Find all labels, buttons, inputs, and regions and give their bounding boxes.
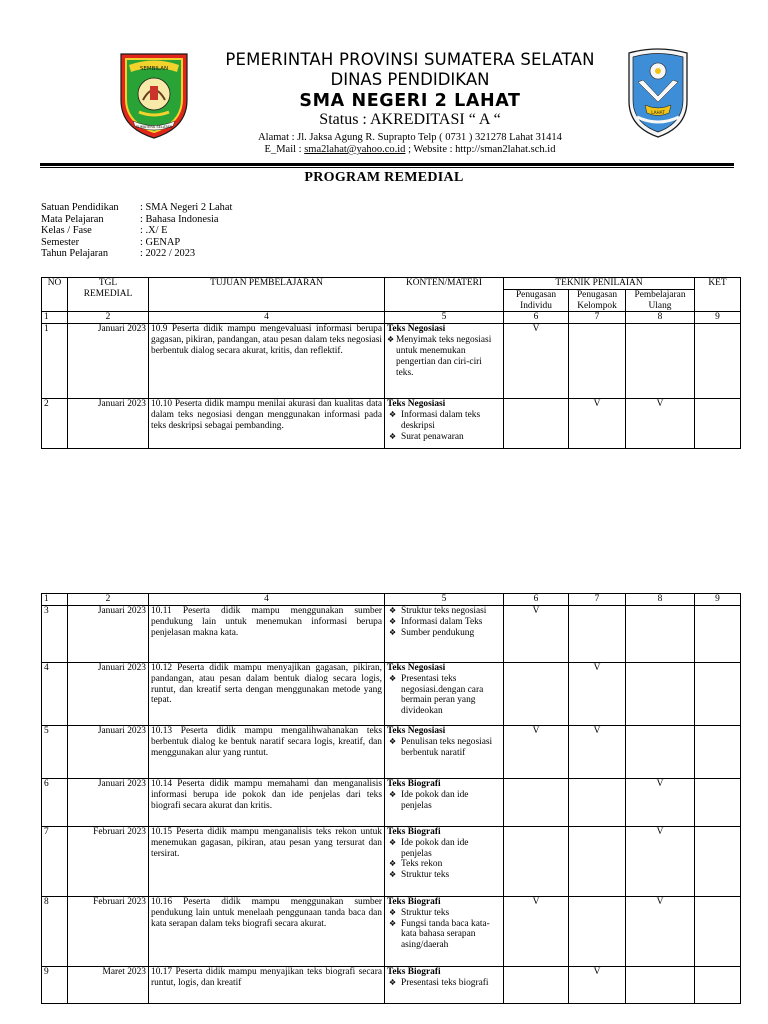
konten-item-text: Menyimak teks negosiasi untuk menemukan pengertian dan ciri-ciri teks. [396, 335, 492, 378]
keterangan [695, 663, 741, 726]
row-number: 9 [42, 967, 68, 1004]
diamond-bullet-icon: ❖ [389, 837, 397, 847]
mark-penugasan-individu: V [504, 606, 569, 663]
konten-materi [385, 726, 504, 779]
header-tgl-remedial: TGL REMEDIAL [68, 278, 149, 312]
email-link[interactable]: sma2lahat@yahoo.co.id [304, 144, 406, 155]
mark-pembelajaran-ulang: V [626, 779, 695, 827]
diamond-bullet-icon: ❖ [389, 616, 397, 626]
konten-item-text: Sumber pendukung [401, 627, 475, 638]
header-pembelajaran-ulang: Pembelajaran Ulang [626, 289, 695, 312]
konten-materi [385, 663, 504, 726]
learning-objective: 10.14 Peserta didik mampu memahami dan menganalisis informasi berupa ide pokok dan ide penjelas dari teks biografi secara akurat dan kritis. [149, 779, 385, 827]
meta-label: Satuan Pendidikan [41, 202, 119, 213]
column-number: 4 [149, 594, 385, 606]
email-label: E_Mail : [264, 144, 305, 155]
mark-penugasan-kelompok [569, 897, 626, 967]
header-government: PEMERINTAH PROVINSI SUMATERA SELATAN [225, 50, 595, 69]
mark-penugasan-individu: V [504, 324, 569, 399]
meta-row [41, 214, 232, 226]
konten-item [387, 617, 501, 628]
konten-item [387, 674, 501, 717]
table-row [42, 726, 741, 779]
mark-pembelajaran-ulang: V [626, 897, 695, 967]
learning-objective: 10.9 Peserta didik mampu mengevaluasi informasi berupa gagasan, pikiran, pandangan, atau pesan dalam teks negosiasi berbentuk dialog secara akurat, kritis, dan reflektif. [149, 324, 385, 399]
header-penugasan-kelompok: Penugasan Kelompok [569, 289, 626, 312]
column-number: 2 [68, 312, 149, 324]
mark-pembelajaran-ulang: V [626, 827, 695, 897]
konten-item-text: Fungsi tanda baca kata-kata bahasa serapan asing/daerah [401, 918, 490, 951]
metadata-block [41, 202, 232, 260]
column-number-row [42, 312, 741, 324]
remedial-table-part-2 [41, 593, 741, 1004]
learning-objective: 10.13 Peserta didik mampu mengalihwahanakan teks berbentuk dialog ke bentuk naratif secara logis, kreatif, dan menggunakan alur yang runtut. [149, 726, 385, 779]
konten-item-text: Struktur teks negosiasi [401, 606, 487, 616]
column-number: 5 [385, 594, 504, 606]
meta-label: Kelas / Fase [41, 225, 92, 237]
meta-value: : GENAP [140, 236, 181, 248]
diamond-bullet-icon: ❖ [389, 977, 397, 987]
remedial-date: Januari 2023 [68, 606, 149, 663]
table-row [42, 663, 741, 726]
mark-penugasan-kelompok: V [569, 399, 626, 449]
column-number: 6 [504, 594, 569, 606]
mark-penugasan-kelompok: V [569, 663, 626, 726]
remedial-date: Maret 2023 [68, 967, 149, 1004]
remedial-date: Januari 2023 [68, 399, 149, 449]
konten-item [387, 908, 501, 919]
learning-objective: 10.10 Peserta didik mampu menilai akurasi dan kualitas data dalam teks negosiasi dengan menggunakan informasi pada teks deskripsi sebagai pembanding. [149, 399, 385, 449]
header-school-name: SMA NEGERI 2 LAHAT [299, 91, 521, 111]
konten-title: Teks Biografi [387, 967, 441, 977]
konten-item [387, 432, 501, 443]
mark-penugasan-individu: V [504, 726, 569, 779]
column-number: 9 [695, 312, 741, 324]
mark-penugasan-individu [504, 399, 569, 449]
learning-objective: 10.16 Peserta didik mampu menggunakan sumber pendukung lain untuk menelaah penggunaan tanda baca dan kata serapan dalam teks biografi secara akurat. [149, 897, 385, 967]
konten-item [387, 838, 501, 860]
konten-item-text: Penulisan teks negosiasi berbentuk naratif [401, 736, 493, 758]
mark-penugasan-individu [504, 967, 569, 1004]
mark-penugasan-individu [504, 779, 569, 827]
konten-title: Teks Negosiasi [387, 726, 446, 736]
row-number: 8 [42, 897, 68, 967]
konten-item [387, 859, 501, 870]
meta-label: Semester [41, 236, 80, 248]
konten-item [387, 410, 501, 432]
keterangan [695, 399, 741, 449]
mark-pembelajaran-ulang [626, 324, 695, 399]
konten-item-text: Informasi dalam Teks [401, 616, 483, 627]
konten-item-text: Surat penawaran [401, 431, 464, 442]
header-konten: KONTEN/MATERI [385, 278, 504, 312]
header-teknik-penilaian: TEKNIK PENILAIAN [504, 278, 695, 290]
table-row [42, 827, 741, 897]
column-number-row [42, 594, 741, 606]
remedial-date: Februari 2023 [68, 897, 149, 967]
column-number: 7 [569, 594, 626, 606]
header-penugasan-individu: Penugasan Individu [504, 289, 569, 312]
konten-title: Teks Biografi [387, 779, 441, 789]
mark-pembelajaran-ulang [626, 606, 695, 663]
table-row [42, 897, 741, 967]
keterangan [695, 726, 741, 779]
konten-item-text: Teks rekon [401, 859, 443, 870]
mark-penugasan-individu: V [504, 897, 569, 967]
diamond-bullet-icon: ❖ [389, 859, 397, 869]
meta-row [41, 202, 232, 214]
header-ket: KET [695, 278, 741, 312]
learning-objective: 10.17 Peserta didik mampu menyajikan teks biografi secara runtut, logis, dan kreatif [149, 967, 385, 1004]
konten-materi [385, 827, 504, 897]
column-number: 4 [149, 312, 385, 324]
mark-penugasan-kelompok: V [569, 726, 626, 779]
remedial-table-part-1 [41, 277, 741, 449]
mark-penugasan-kelompok [569, 324, 626, 399]
header-no: NO [42, 278, 68, 312]
row-number: 2 [42, 399, 68, 449]
konten-title: Teks Negosiasi [387, 324, 446, 335]
mark-pembelajaran-ulang [626, 663, 695, 726]
mark-penugasan-kelompok [569, 827, 626, 897]
diamond-bullet-icon: ❖ [389, 431, 397, 441]
remedial-date: Februari 2023 [68, 827, 149, 897]
column-number: 1 [42, 312, 68, 324]
diamond-bullet-icon: ❖ [389, 907, 397, 917]
row-number: 6 [42, 779, 68, 827]
table-row [42, 324, 741, 399]
column-number: 8 [626, 312, 695, 324]
konten-item-text: Ide pokok dan ide penjelas [401, 837, 469, 859]
konten-title: Teks Biografi [387, 897, 441, 907]
meta-label: Mata Pelajaran [41, 213, 104, 225]
column-number: 1 [42, 594, 68, 606]
konten-title: Teks Negosiasi [387, 663, 446, 673]
konten-materi [385, 897, 504, 967]
meta-value: : Bahasa Indonesia [140, 213, 219, 225]
konten-item-text: Struktur teks [401, 870, 450, 881]
school-emblem-logo [625, 47, 691, 139]
diamond-bullet-icon: ❖ [389, 789, 397, 799]
website-text: ; Website : http://sman2lahat.sch.id [405, 144, 556, 155]
konten-materi [385, 606, 504, 663]
konten-item [387, 919, 501, 951]
left-logo-text: SEMBILAN [139, 66, 169, 72]
row-number: 4 [42, 663, 68, 726]
header-contact [207, 144, 613, 155]
mark-penugasan-kelompok [569, 779, 626, 827]
province-emblem-logo [117, 50, 191, 140]
diamond-bullet-icon: ❖ [389, 410, 397, 420]
meta-label: Tahun Pelajaran [41, 248, 109, 260]
keterangan [695, 324, 741, 399]
diamond-bullet-icon: ❖ [389, 736, 397, 746]
konten-item [387, 606, 501, 617]
header-rule-thick [40, 163, 734, 166]
mark-penugasan-individu [504, 827, 569, 897]
header-department: DINAS PENDIDIKAN [330, 70, 490, 89]
learning-objective: 10.11 Peserta didik mampu menggunakan sumber pendukung lain untuk menemukan informasi berupa penjelasan makna kata. [149, 606, 385, 663]
mark-penugasan-individu [504, 663, 569, 726]
learning-objective: 10.15 Peserta didik mampu menganalisis teks rekon untuk menemukan gagasan, pikiran, atau pesan yang tersurat dan tersirat. [149, 827, 385, 897]
diamond-bullet-icon: ❖ [389, 606, 397, 615]
diamond-bullet-icon: ❖ [389, 918, 397, 928]
learning-objective: 10.12 Peserta didik mampu menyajikan gagasan, pikiran, pandangan, atau pesan dalam bentuk dialog secara logis, runtut, dan kreatif serta dengan menggunakan metode yang tepat. [149, 663, 385, 726]
left-logo-bottom: SUMATERA SELATAN [135, 125, 173, 129]
konten-title: Teks Negosiasi [387, 399, 446, 410]
row-number: 5 [42, 726, 68, 779]
column-number: 5 [385, 312, 504, 324]
meta-value: : .X/ E [140, 225, 168, 237]
mark-pembelajaran-ulang [626, 967, 695, 1004]
konten-item-text: Ide pokok dan ide penjelas [401, 789, 469, 811]
konten-item [387, 870, 501, 881]
row-number: 7 [42, 827, 68, 897]
header-accreditation: Status : AKREDITASI “ A “ [319, 111, 501, 128]
konten-item [387, 335, 501, 378]
row-number: 1 [42, 324, 68, 399]
konten-materi [385, 967, 504, 1004]
diamond-bullet-icon: ❖ [389, 673, 397, 683]
keterangan [695, 967, 741, 1004]
diamond-bullet-icon: ❖ [387, 335, 395, 345]
table-row [42, 967, 741, 1004]
meta-row [41, 225, 232, 237]
konten-title: Teks Biografi [387, 827, 441, 837]
row-number: 3 [42, 606, 68, 663]
keterangan [695, 827, 741, 897]
header-rule-thin [40, 167, 734, 168]
header-tujuan: TUJUAN PEMBELAJARAN [149, 278, 385, 312]
right-logo-text: LAHAT [651, 110, 665, 115]
column-number: 7 [569, 312, 626, 324]
konten-materi [385, 324, 504, 399]
document-title: PROGRAM REMEDIAL [304, 170, 464, 185]
remedial-date: Januari 2023 [68, 726, 149, 779]
konten-item-text: Presentasi teks negosiasi.dengan cara bermain peran yang divideokan [401, 673, 484, 717]
meta-value: : 2022 / 2023 [140, 248, 196, 260]
mark-pembelajaran-ulang: V [626, 399, 695, 449]
konten-item-text: Struktur teks [401, 907, 450, 918]
table-row [42, 779, 741, 827]
table-row [42, 399, 741, 449]
column-number: 6 [504, 312, 569, 324]
konten-item [387, 628, 501, 639]
diamond-bullet-icon: ❖ [389, 870, 397, 880]
remedial-date: Januari 2023 [68, 663, 149, 726]
meta-row [41, 237, 232, 249]
mark-pembelajaran-ulang [626, 726, 695, 779]
diamond-bullet-icon: ❖ [389, 627, 397, 637]
header-address: Alamat : Jl. Jaksa Agung R. Suprapto Telp ( 0731 ) 321278 Lahat 31414 [258, 132, 562, 143]
table-row [42, 606, 741, 663]
column-number: 9 [695, 594, 741, 606]
meta-value: : SMA Negeri 2 Lahat [140, 202, 233, 213]
meta-row [41, 248, 232, 260]
keterangan [695, 606, 741, 663]
keterangan [695, 779, 741, 827]
konten-item [387, 790, 501, 812]
konten-materi [385, 779, 504, 827]
remedial-date: Januari 2023 [68, 779, 149, 827]
konten-item [387, 737, 501, 759]
konten-materi [385, 399, 504, 449]
konten-item-text: Presentasi teks biografi [401, 977, 489, 988]
mark-penugasan-kelompok [569, 606, 626, 663]
keterangan [695, 897, 741, 967]
remedial-date: Januari 2023 [68, 324, 149, 399]
mark-penugasan-kelompok: V [569, 967, 626, 1004]
column-number: 8 [626, 594, 695, 606]
konten-item [387, 978, 501, 989]
konten-item-text: Informasi dalam teks deskripsi [401, 410, 481, 431]
column-number: 2 [68, 594, 149, 606]
